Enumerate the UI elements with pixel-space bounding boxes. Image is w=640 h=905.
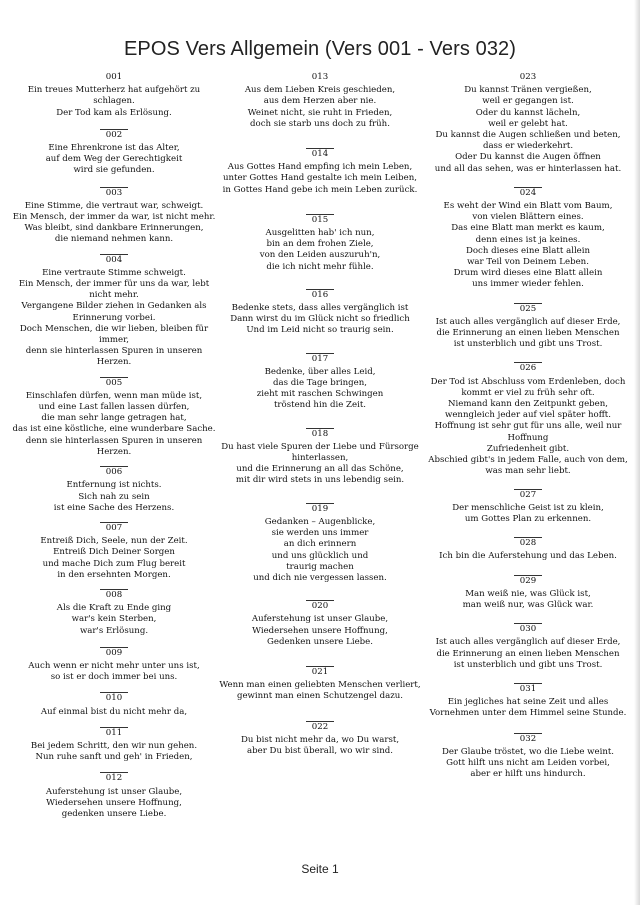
verse-block	[214, 428, 426, 487]
verse-line: denn sie hinterlassen Spuren in unseren	[25, 435, 203, 446]
verse-line: und dich nie vergessen lassen.	[253, 572, 387, 583]
verse-block	[214, 289, 426, 337]
verse-line: wenngleich jeder auf viel später hofft.	[444, 410, 611, 421]
verse-number: 007	[105, 522, 123, 533]
verse-line: sie werden uns immer	[271, 528, 369, 539]
verse-block	[422, 623, 634, 671]
verse-block	[8, 129, 220, 177]
verse-number: 032	[519, 733, 537, 744]
verse-line: Und im Leid nicht so traurig sein.	[246, 325, 394, 336]
verse-block	[8, 377, 220, 458]
verse-line: wird sie gefunden.	[73, 165, 155, 176]
verse-number: 026	[519, 363, 537, 374]
verse-line: denn sie hinterlassen Spuren in unseren	[25, 346, 203, 357]
verse-line: Als die Kraft zu Ende ging	[56, 603, 172, 614]
verse-block	[8, 647, 220, 684]
verse-line: Vergangene Bilder ziehen in Gedanken als	[21, 301, 207, 312]
verse-line: Der Tod kam als Erlösung.	[56, 107, 172, 118]
verse-number: 030	[519, 624, 537, 635]
verse-line: Du bist nicht mehr da, wo Du warst,	[240, 734, 400, 745]
verse-line: mit dir wird stets in uns lebendig sein.	[235, 475, 405, 486]
verse-number: 003	[105, 187, 123, 198]
verse-line: Wiedersehen unsere Hoffnung,	[46, 797, 182, 808]
verse-block	[214, 721, 426, 758]
verse-line: aus dem Herzen aber nie.	[263, 96, 377, 107]
verse-number: 012	[105, 773, 123, 784]
verse-block	[214, 72, 426, 130]
verse-line: Eine Ehrenkrone ist das Alter,	[48, 143, 180, 154]
verse-number: 028	[519, 538, 537, 549]
verse-line: Ein Mensch, der immer da war, ist nicht mehr.	[12, 212, 216, 223]
verse-line: Der Glaube tröstet, wo die Liebe weint.	[441, 746, 615, 757]
verse-block	[422, 362, 634, 477]
verse-block	[8, 692, 220, 717]
verse-block	[214, 503, 426, 584]
verse-block	[214, 353, 426, 412]
scan-shadow	[634, 0, 640, 905]
verse-line: Auferstehung ist unser Glaube,	[45, 786, 183, 797]
verse-line: traurig machen	[286, 561, 354, 572]
verse-line: Vornehmen unter dem Himmel seine Stunde.	[429, 708, 627, 719]
verse-block	[422, 537, 634, 562]
verse-line: ist eine Sache des Herzens.	[53, 502, 175, 513]
verse-line: Hoffnung ist sehr gut für uns alle, weil nur	[434, 421, 622, 432]
verse-block	[8, 254, 220, 369]
verse-block	[422, 683, 634, 720]
verse-line: war Teil von Deinem Leben.	[467, 257, 589, 268]
verse-block	[422, 303, 634, 351]
verse-line: weil er gelebt hat.	[488, 118, 568, 129]
page-number: Seite 1	[301, 862, 339, 876]
verse-line: Bedenke stets, dass alles vergänglich ist	[231, 303, 409, 314]
verse-line: die Erinnerung an einen lieben Menschen	[436, 648, 620, 659]
verse-line: Niemand kann den Zeitpunkt geben,	[447, 399, 609, 410]
verse-line: auf dem Weg der Gerechtigkeit	[45, 154, 183, 165]
verse-line: und die Erinnerung an all das Schöne,	[236, 464, 404, 475]
verse-line: Bei jedem Schritt, den wir nun gehen.	[30, 740, 198, 751]
verse-number: 022	[311, 721, 329, 732]
verse-line: weil er gegangen ist.	[482, 96, 574, 107]
verse-block	[8, 727, 220, 764]
verse-line: das die Tage bringen,	[272, 378, 368, 389]
verse-line: Entreiß Dich Deiner Sorgen	[53, 547, 175, 558]
verse-number: 005	[105, 377, 123, 388]
verse-line: Ein Mensch, der immer für uns da war, lebt	[18, 279, 210, 290]
verse-number: 013	[311, 72, 329, 82]
verse-line: in den ersehnten Morgen.	[57, 569, 171, 580]
verse-line: von den Leiden auszuruh'n,	[259, 250, 381, 261]
verse-line: Ist auch alles vergänglich auf dieser Erde,	[435, 316, 621, 327]
verse-number: 004	[105, 254, 123, 265]
verse-column-3	[422, 72, 634, 780]
verse-line: aber er hilft uns hindurch.	[470, 769, 586, 780]
verse-line: Einschlafen dürfen, wenn man müde ist,	[25, 390, 203, 401]
verse-block	[214, 600, 426, 648]
verse-line: Doch Menschen, die wir lieben, bleiben für	[19, 323, 209, 334]
verse-block	[214, 666, 426, 703]
verse-number: 009	[105, 647, 123, 658]
verse-line: Sich nah zu sein	[78, 491, 150, 502]
verse-line: die ich nicht mehr fühle.	[266, 261, 374, 272]
verse-line: tröstend hin die Zeit.	[273, 400, 367, 411]
verse-number: 006	[105, 467, 123, 478]
verse-number: 016	[311, 289, 329, 300]
verse-line: die Erinnerung an einen lieben Menschen	[436, 328, 620, 339]
verse-line: Auf einmal bist du nicht mehr da,	[40, 706, 188, 717]
verse-block	[214, 214, 426, 273]
verse-line: Wenn man einen geliebten Menschen verliert,	[219, 680, 421, 691]
verse-line: Ein treues Mutterherz hat aufgehört zu	[27, 85, 201, 96]
verse-number: 025	[519, 303, 537, 314]
verse-line: Du hast viele Spuren der Liebe und Fürsorge	[221, 441, 419, 452]
verse-line: Ist auch alles vergänglich auf dieser Erde,	[435, 637, 621, 648]
verse-line: Zufriedenheit gibt.	[486, 443, 570, 454]
verse-line: die man sehr lange getragen hat,	[41, 413, 187, 424]
verse-line: Wiedersehen unsere Hoffnung,	[252, 625, 388, 636]
verse-line: denn eines ist ja keines.	[475, 234, 581, 245]
verse-number: 019	[311, 503, 329, 514]
verse-line: zieht mit raschen Schwingen	[256, 389, 384, 400]
verse-block	[422, 575, 634, 612]
verse-line: Gedanken – Augenblicke,	[264, 516, 376, 527]
verse-line: doch sie starb uns doch zu früh.	[250, 118, 390, 129]
verse-line: und all das sehen, was er hinterlassen hat.	[434, 163, 622, 174]
verse-line: so ist er doch immer bei uns.	[50, 672, 178, 683]
verse-block	[422, 489, 634, 526]
verse-line: und eine Last fallen lassen dürfen,	[38, 402, 190, 413]
verse-block	[422, 733, 634, 781]
verse-block	[8, 466, 220, 514]
verse-line: Ausgelitten hab' ich nun,	[265, 228, 375, 239]
verse-number: 011	[105, 727, 123, 738]
verse-line: ist unsterblich und gibt uns Trost.	[453, 339, 603, 350]
verse-line: hinterlassen,	[291, 453, 349, 464]
verse-line: Ich bin die Auferstehung und das Leben.	[439, 551, 617, 562]
verse-number: 014	[311, 149, 329, 160]
verse-line: Es weht der Wind ein Blatt vom Baum,	[443, 201, 613, 212]
verse-line: nicht mehr.	[89, 290, 139, 301]
verse-line: und mache Dich zum Flug bereit	[42, 558, 186, 569]
verse-line: Auferstehung ist unser Glaube,	[251, 614, 389, 625]
verse-line: Du kannst Tränen vergießen,	[464, 85, 592, 96]
verse-line: Ein jegliches hat seine Zeit und alles	[447, 697, 609, 708]
verse-block	[8, 72, 220, 119]
verse-line: uns immer wieder fehlen.	[472, 279, 584, 290]
verse-line: immer,	[98, 335, 130, 346]
verse-line: Nun ruhe sanft und geh' in Frieden,	[35, 752, 193, 763]
verse-block	[8, 522, 220, 581]
verse-line: Drum wird dieses eine Blatt allein	[453, 268, 603, 279]
verse-line: Entreiß Dich, Seele, nun der Zeit.	[40, 536, 188, 547]
verse-line: kommt er viel zu früh sehr oft.	[461, 387, 595, 398]
verse-line: Gedenken unsere Liebe.	[267, 636, 373, 647]
verse-column-1	[8, 72, 220, 820]
verse-line: Erinnerung vorbei.	[72, 312, 156, 323]
page-title: EPOS Vers Allgemein (Vers 001 - Vers 032)	[123, 38, 517, 60]
verse-number: 015	[311, 214, 329, 225]
verse-line: unter Gottes Hand gestalte ich mein Leiben,	[222, 173, 418, 184]
verse-number: 027	[519, 489, 537, 500]
verse-line: Aus dem Lieben Kreis geschieden,	[244, 85, 396, 96]
verse-line: an dich erinnern	[283, 539, 357, 550]
verse-block	[422, 187, 634, 291]
verse-number: 031	[519, 683, 537, 694]
verse-line: Oder du kannst lächeln,	[475, 107, 581, 118]
verse-line: Man weiß nie, was Glück ist,	[465, 588, 591, 599]
verse-line: Der menschliche Geist ist zu klein,	[452, 502, 604, 513]
verse-line: bin an dem frohen Ziele,	[266, 239, 374, 250]
verse-line: Oder Du kannst die Augen öffnen	[455, 152, 601, 163]
verse-line: Entfernung ist nichts.	[66, 480, 162, 491]
verse-line: Abschied gibt's in jedem Falle, auch von dem,	[428, 455, 628, 466]
verse-line: das ist eine köstliche, eine wunderbare Sache.	[12, 424, 216, 435]
verse-block	[214, 148, 426, 196]
verse-line: Das eine Blatt man merkt es kaum,	[451, 223, 605, 234]
verse-number: 018	[311, 428, 329, 439]
verse-number: 023	[519, 72, 537, 82]
verse-line: Gott hilft uns nicht am Leiden vorbei,	[446, 757, 610, 768]
verse-block	[8, 187, 220, 246]
verse-block	[8, 772, 220, 820]
verse-line: was man sehr liebt.	[485, 466, 571, 477]
verse-block	[422, 72, 634, 175]
verse-line: um Gottes Plan zu erkennen.	[464, 513, 592, 524]
verse-line: ist unsterblich und gibt uns Trost.	[453, 659, 603, 670]
verse-number: 008	[105, 589, 123, 600]
verse-line: und uns glücklich und	[271, 550, 369, 561]
verse-line: Bedenke, über alles Leid,	[264, 366, 376, 377]
verse-line: war's kein Sterben,	[71, 614, 157, 625]
verse-line: Doch dieses eine Blatt allein	[465, 245, 591, 256]
verse-line: man weiß nur, was Glück war.	[462, 599, 594, 610]
verse-line: Aus Gottes Hand empfing ich mein Leben,	[227, 162, 413, 173]
verse-line: Herzen.	[96, 446, 132, 457]
verse-line: die niemand nehmen kann.	[54, 234, 174, 245]
verse-block	[8, 589, 220, 637]
verse-line: von vielen Blättern eines.	[472, 212, 584, 223]
verse-line: Weinet nicht, sie ruht in Frieden,	[247, 107, 393, 118]
verse-number: 020	[311, 601, 329, 612]
verse-line: war's Erlösung.	[79, 625, 149, 636]
verse-line: aber Du bist überall, wo wir sind.	[247, 745, 393, 756]
verse-number: 024	[519, 187, 537, 198]
verse-line: Auch wenn er nicht mehr unter uns ist,	[28, 660, 200, 671]
verse-line: Dann wirst du im Glück nicht so friedlich	[230, 314, 410, 325]
verse-column-2	[214, 72, 426, 757]
verse-line: gedenken unsere Liebe.	[61, 808, 167, 819]
verse-line: Eine vertraute Stimme schweigt.	[42, 267, 186, 278]
verse-number: 029	[519, 575, 537, 586]
verse-number: 021	[311, 666, 329, 677]
verse-number: 010	[105, 693, 123, 704]
verse-line: Eine Stimme, die vertraut war, schweigt.	[24, 200, 204, 211]
verse-line: Herzen.	[96, 357, 132, 368]
verse-line: Was bleibt, sind dankbare Erinnerungen,	[24, 223, 204, 234]
verse-number: 001	[105, 72, 123, 82]
verse-line: gewinnt man einen Schutzengel dazu.	[236, 691, 404, 702]
verse-line: in Gottes Hand gebe ich mein Leben zurück.	[222, 184, 418, 195]
verse-number: 017	[311, 353, 329, 364]
verse-line: dass er wiederkehrt.	[482, 141, 574, 152]
verse-number: 002	[105, 129, 123, 140]
verse-line: schlagen.	[93, 96, 135, 107]
verse-line: Der Tod ist Abschluss vom Erdenleben, doch	[430, 376, 626, 387]
verse-line: Hoffnung	[507, 432, 549, 443]
verse-line: Du kannst die Augen schließen und beten,	[435, 130, 621, 141]
